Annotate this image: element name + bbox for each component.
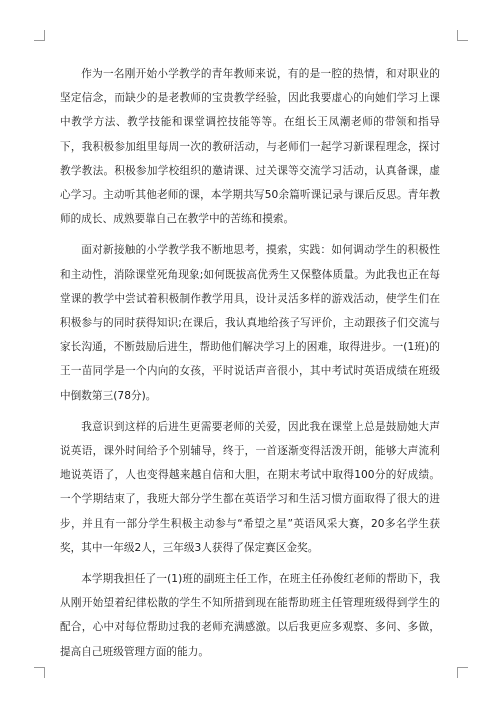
crop-mark-bottom-right <box>457 667 468 678</box>
crop-mark-bottom-left <box>34 667 45 678</box>
paragraph-1: 作为一名刚开始小学教学的青年教师来说，有的是一腔的热情，和对职业的坚定信念，而缺少的是老教师的宝贵教学经验，因此我要虚心的向她们学习上课中教学方法、教学技能和课堂调控技能等等。在组长王凤潮老师的带领和指导下，我积极参加组里每周一次的教研活动，与老师们一起学习新课程理念，探讨教学教法。积极参加学校组织的邀请课、过关课等交流学习活动，认真备课，虚心学习。主动听其他老师的课，本学期共写50余篇听课记录与课后反思。青年教师的成长、成熟要靠自己在教学中的苦练和摸索。 <box>60 68 440 226</box>
document-body <box>60 62 440 671</box>
paragraph-4: 本学期我担任了一(1)班的副班主任工作，在班主任孙俊红老师的帮助下，我从刚开始望着纪律松散的学生不知所措到现在能帮助班主任管理班级得到学生的配合，心中对每位帮助过我的老师充满感激。以后我更应多观察、多问、多做，提高自己班级管理方面的能力。 <box>60 573 440 658</box>
paragraph-3: 我意识到这样的后进生更需要老师的关爱，因此我在课堂上总是鼓励她大声说英语，课外时间给予个别辅导，终于，一首逐渐变得活泼开朗，能够大声流利地说英语了，人也变得越来越自信和大胆，在期末考试中取得100分的好成绩。一个学期结束了，我班大部分学生都在英语学习和生活习惯方面取得了很大的进步，并且有一部分学生积极主动参与“希望之星”英语风采大赛，20多名学生获奖，其中一年级2人，三年级3人获得了保定赛区金奖。 <box>60 420 440 554</box>
paragraph-2: 面对新接触的小学教学我不断地思考，摸索，实践：如何调动学生的积极性和主动性，消除课堂死角现象;如何既拔高优秀生又保整体质量。为此我也正在每堂课的教学中尝试着积极制作教学用具，设计灵活多样的游戏活动，使学生们在积极参与的同时获得知识;在课后，我认真地给孩子写评价，主动跟孩子们交流与家长沟通，不断鼓励后进生，帮助他们解决学习上的困难，取得进步。一(1班)的王一苗同学是一个内向的女孩，平时说话声音很小，其中考试时英语成绩在班级中倒数第三(78分)。 <box>60 244 440 402</box>
crop-mark-top-right <box>457 30 468 41</box>
crop-mark-top-left <box>34 30 45 41</box>
